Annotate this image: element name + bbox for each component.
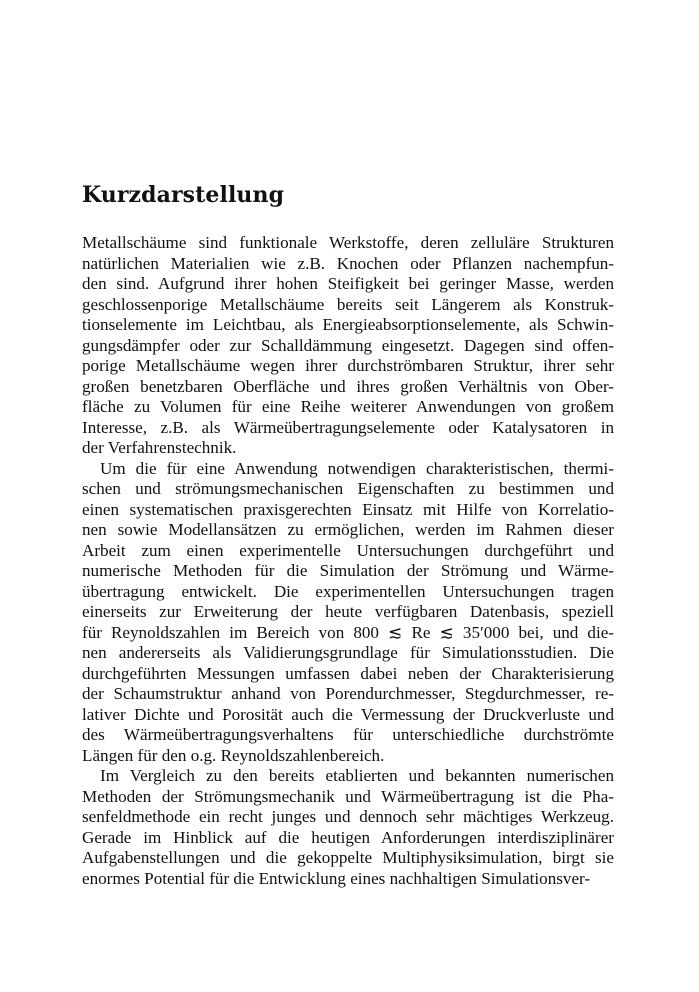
- text-line: für Reynoldszahlen im Bereich von 800 ≲ Re ≲ 35′000 bei, und die-: [82, 622, 614, 642]
- text-line: fläche zu Volumen für eine Reihe weiterer Anwendungen von großem: [82, 397, 614, 416]
- text-line: der Schaumstruktur anhand von Porendurchmesser, Stegdurchmesser, re-: [82, 684, 614, 703]
- text-line: Arbeit zum einen experimentelle Untersuchungen durchgeführt und: [82, 540, 614, 560]
- text-line: des Wärmeübertragungsverhaltens für unterschiedliche durchströmte: [82, 725, 614, 744]
- text-line: Längen für den o.g. Reynoldszahlenbereich.: [82, 745, 385, 765]
- paragraph-2: [82, 459, 614, 767]
- paragraph-3: [82, 766, 614, 889]
- text-line: großen benetzbaren Oberfläche und ihres großen Verhältnis von Ober-: [82, 376, 614, 396]
- text-line: Gerade im Hinblick auf die heutigen Anforderungen interdisziplinärer: [82, 827, 614, 847]
- text-line: geschlossenporige Metallschäume bereits seit Längerem als Konstruk-: [82, 294, 614, 314]
- text-line: durchgeführten Messungen umfassen dabei neben der Charakterisierung: [82, 663, 614, 683]
- text-line: tionselemente im Leichtbau, als Energieabsorptionselemente, als Schwin-: [82, 315, 614, 334]
- text-line: enormes Potential für die Entwicklung eines nachhaltigen Simulationsver-: [82, 868, 591, 888]
- text-line: nen sowie Modellansätzen zu ermöglichen, werden im Rahmen dieser: [82, 520, 614, 539]
- text-line: Methoden der Strömungsmechanik und Wärmeübertragung ist die Pha-: [82, 786, 614, 806]
- text-line: natürlichen Materialien wie z.B. Knochen oder Pflanzen nachempfun-: [82, 253, 614, 273]
- text-line: porige Metallschäume wegen ihrer durchströmbaren Struktur, ihrer sehr: [82, 356, 614, 375]
- text-line: Aufgabenstellungen und die gekoppelte Multiphysiksimulation, birgt sie: [82, 848, 614, 867]
- text-line: numerische Methoden für die Simulation der Strömung und Wärme-: [82, 561, 614, 580]
- text-line: lativer Dichte und Porosität auch die Vermessung der Druckverluste und: [82, 704, 614, 724]
- text-line: übertragung entwickelt. Die experimentellen Untersuchungen tragen: [82, 581, 614, 601]
- text-line: der Verfahrenstechnik.: [82, 438, 237, 457]
- text-line: schen und strömungsmechanischen Eigenschaften zu bestimmen und: [82, 479, 614, 498]
- text-line: senfeldmethode ein recht junges und dennoch sehr mächtiges Werkzeug.: [82, 807, 614, 826]
- text-line: Interesse, z.B. als Wärmeübertragungselemente oder Katalysatoren in: [82, 417, 614, 437]
- text-line: gungsdämpfer oder zur Schalldämmung eingesetzt. Dagegen sind offen-: [82, 335, 614, 355]
- body-text: [82, 233, 614, 889]
- text-line: Um die für eine Anwendung notwendigen charakteristischen, thermi-: [100, 458, 614, 478]
- text-line: den sind. Aufgrund ihrer hohen Steifigkeit bei geringer Masse, werden: [82, 274, 614, 293]
- text-line: nen andererseits als Validierungsgrundlage für Simulationsstudien. Die: [82, 643, 614, 662]
- text-line: einen systematischen praxisgerechten Einsatz mit Hilfe von Korrelatio-: [82, 499, 614, 519]
- text-line: Metallschäume sind funktionale Werkstoffe, deren zelluläre Strukturen: [82, 233, 614, 252]
- text-line: einerseits zur Erweiterung der heute verfügbaren Datenbasis, speziell: [82, 602, 614, 621]
- text-line: Im Vergleich zu den bereits etablierten und bekannten numerischen: [100, 766, 614, 785]
- paragraph-1: [82, 233, 614, 459]
- chapter-title: Kurzdarstellung: [82, 182, 285, 208]
